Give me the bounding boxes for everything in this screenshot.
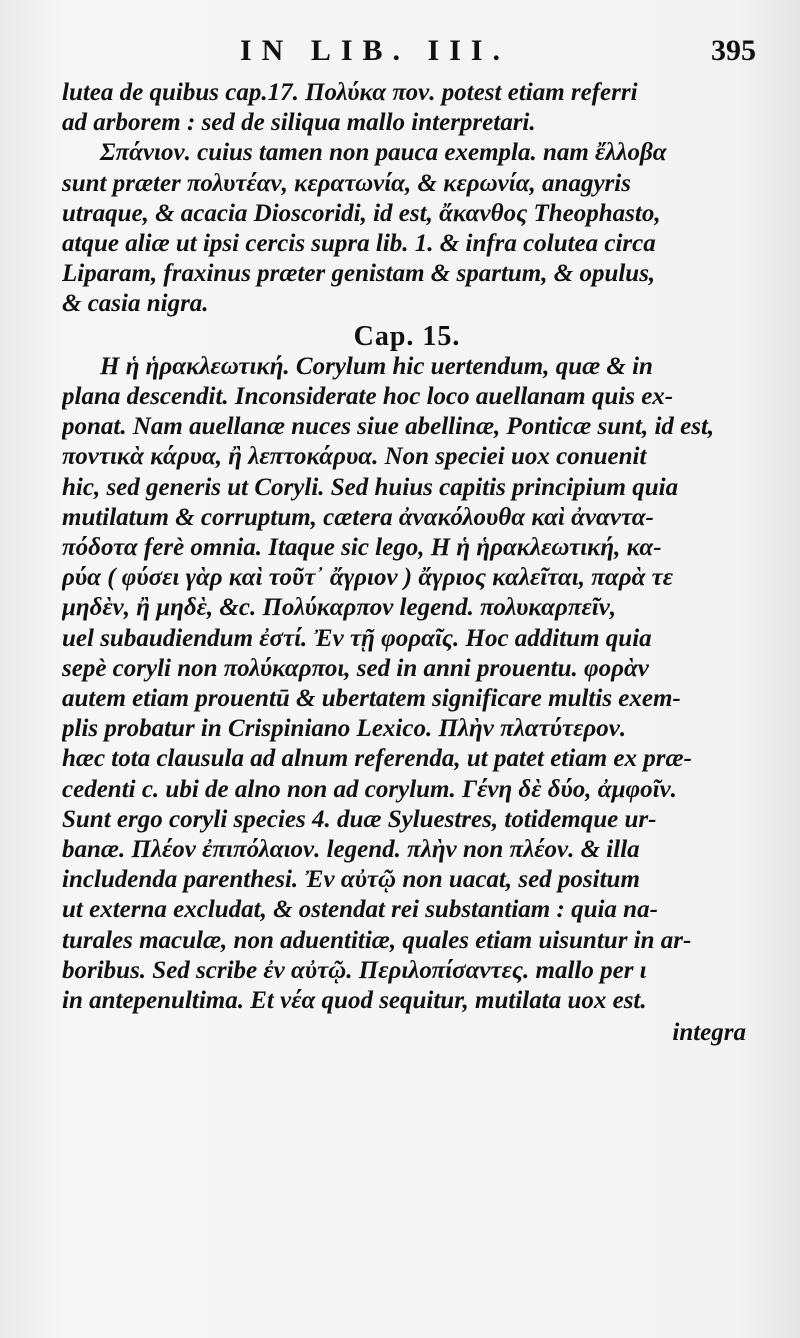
text-line: ρύα ( φύσει γὰρ καὶ τοῦτ᾽ ἄγριον ) ἄγριος καλεῖται, παρὰ τε — [62, 564, 674, 592]
running-head: IN LIB. III. — [240, 34, 511, 67]
text-line: ponat. Nam auellanæ nuces siue abellinæ, Ponticæ sunt, id est, — [62, 413, 715, 441]
chapter-heading: Cap. 15. — [353, 320, 461, 352]
text-line: lutea de quibus cap.17. Πολύκα πον. potest etiam referri — [62, 79, 638, 106]
body-text — [62, 78, 752, 1049]
text-line: Η ἡ ἡρακλεωτική. Corylum hic uertendum, quæ & in — [100, 352, 653, 380]
text-line: plis probatur in Crispiniano Lexico. Πλὴν πλατύτερον. — [62, 715, 627, 743]
catchword: integra — [672, 1019, 746, 1047]
text-line: hic, sed generis ut Coryli. Sed huius capitis principium quia — [62, 473, 679, 501]
text-line: mutilatum & corruptum, cætera ἀνακόλουθα καὶ ἀναντα- — [62, 503, 654, 531]
text-line: atque aliæ ut ipsi cercis supra lib. 1. & infra colutea circa — [62, 230, 656, 258]
text-line: Σπάνιον. cuius tamen non pauca exempla. nam ἔλλοβα — [100, 139, 667, 167]
text-line: Liparam, fraxinus præter genistam & spartum, & opulus, — [62, 260, 656, 288]
text-line: autem etiam prouentū & ubertatem significare multis exem- — [62, 685, 681, 713]
text-line: in antepenultima. Et νέα quod sequitur, mutilata uox est. — [62, 987, 647, 1015]
page-number: 395 — [711, 34, 756, 67]
text-line: banæ. Πλέον ἐπιπόλαιον. legend. πλὴν non πλέον. & illa — [62, 836, 640, 864]
text-line: ut externa excludat, & ostendat rei substantiam : quia na- — [62, 896, 658, 924]
text-line: Sunt ergo coryli species 4. duæ Syluestres, totidemque ur- — [62, 805, 657, 833]
text-line: plana descendit. Inconsiderate hoc loco auellanam quis ex- — [62, 383, 674, 411]
text-line: boribus. Sed scribe ἐν αὐτῷ. Περιλοπίσαντες. mallo per ι — [62, 956, 647, 984]
text-line: cedenti c. ubi de alno non ad corylum. Γένη δὲ δύο, ἀμφοῖν. — [62, 775, 677, 803]
text-line: sepè coryli non πολύκαρποι, sed in anni prouentu. φορὰν — [62, 654, 649, 682]
text-line: hæc tota clausula ad alnum referenda, ut patet etiam ex præ- — [62, 745, 692, 773]
page-header — [0, 34, 800, 74]
text-line: & casia nigra. — [62, 290, 209, 318]
text-line: ad arborem : sed de siliqua mallo interpretari. — [62, 109, 536, 137]
text-line: utraque, & acacia Dioscoridi, id est, ἄκανθος Theophasto, — [62, 199, 661, 227]
text-line: ποντικὰ κάρυα, ἢ λεπτοκάρυα. Non speciei uox conuenit — [62, 443, 647, 471]
text-line: μηδὲν, ἢ μηδὲ, &c. Πολύκαρπον legend. πολυκαρπεῖν, — [62, 594, 617, 622]
text-line: includenda parenthesi. Ἐν αὐτῷ non uacat, sed positum — [62, 866, 640, 894]
text-line: πόδοτα ferè omnia. Itaque sic lego, Η ἡ ἡρακλεωτική, κα- — [62, 534, 662, 562]
text-line: sunt præter πολυτέαν, κερατωνία, & κερωνία, anagyris — [62, 169, 631, 197]
text-line: turales maculæ, non aduentitiæ, quales etiam uisuntur in ar- — [62, 926, 692, 954]
text-line: uel subaudiendum ἐστί. Ἐν τῇ φοραῖς. Hoc additum quia — [62, 624, 652, 652]
